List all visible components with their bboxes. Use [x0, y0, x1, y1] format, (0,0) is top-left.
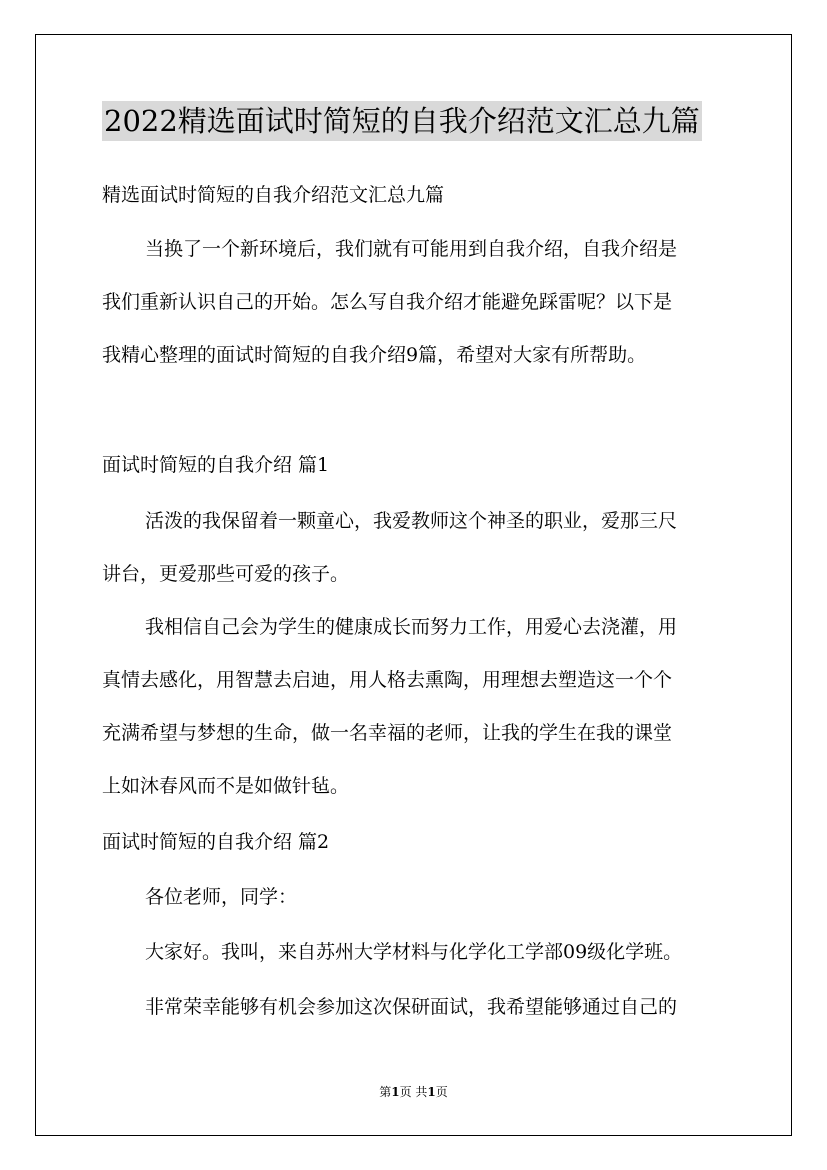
footer-current-page: 1	[391, 1085, 400, 1099]
footer-suffix: 页	[435, 1085, 448, 1099]
page-number-footer	[0, 1084, 827, 1100]
intro-line: 当换了一个新环境后，我们就有可能用到自我介绍，自我介绍是	[145, 238, 678, 260]
paragraph-line: 各位老师，同学：	[145, 886, 298, 908]
footer-prefix: 第	[379, 1085, 392, 1099]
paragraph-line: 充满希望与梦想的生命，做一名幸福的老师，让我的学生在我的课堂	[102, 722, 673, 744]
paragraph-line: 上如沐春风而不是如做针毡。	[102, 775, 350, 797]
intro-line: 我精心整理的面试时简短的自我介绍9篇，希望对大家有所帮助。	[102, 344, 647, 366]
intro-line: 我们重新认识自己的开始。怎么写自我介绍才能避免踩雷呢？以下是	[102, 291, 673, 313]
paragraph-line: 我相信自己会为学生的健康成长而努力工作，用爱心去浇灌，用	[145, 616, 678, 638]
paragraph-line: 讲台，更爱那些可爱的孩子。	[102, 563, 350, 585]
paragraph-line: 活泼的我保留着一颗童心，我爱教师这个神圣的职业，爱那三尺	[145, 510, 678, 532]
footer-mid: 页 共	[399, 1085, 428, 1099]
document-title: 2022精选面试时简短的自我介绍范文汇总九篇	[102, 101, 702, 141]
section-heading-1: 面试时简短的自我介绍 篇1	[102, 454, 330, 476]
paragraph-line: 大家好。我叫，来自苏州大学材料与化学化工学部09级化学班。	[145, 941, 683, 963]
section-heading-2: 面试时简短的自我介绍 篇2	[102, 831, 330, 853]
paragraph-line: 非常荣幸能够有机会参加这次保研面试，我希望能够通过自己的	[145, 996, 678, 1018]
paragraph-line: 真情去感化，用智慧去启迪，用人格去熏陶，用理想去塑造这一个个	[102, 669, 673, 691]
footer-total-pages: 1	[427, 1085, 436, 1099]
document-subtitle: 精选面试时简短的自我介绍范文汇总九篇	[102, 184, 445, 206]
